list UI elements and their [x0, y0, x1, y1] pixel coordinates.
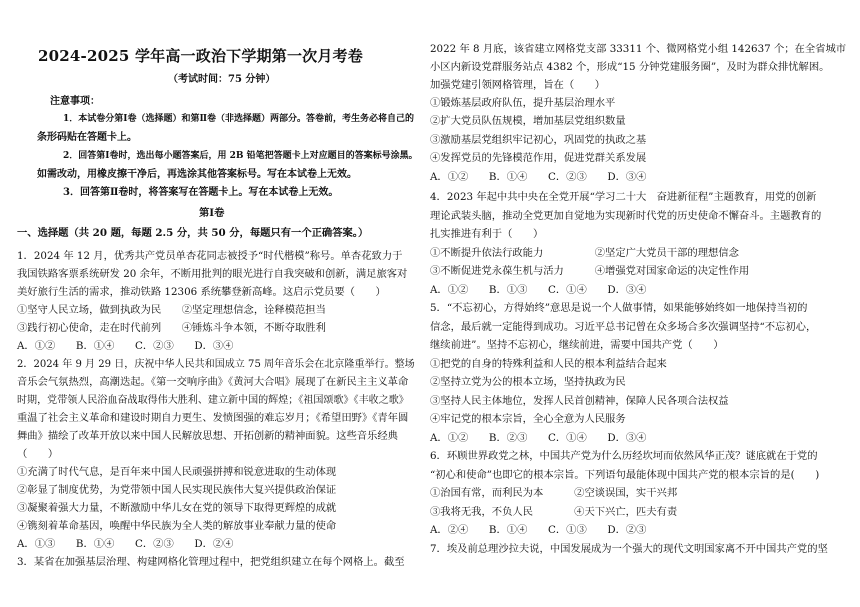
- note-1b: 条形码贴在答题卡上。: [37, 132, 137, 143]
- q4-answers: A．①② B．①③ C．①④ D．③④: [430, 284, 647, 296]
- q3-option-1: ①锻炼基层政府队伍，提升基层治理水平: [430, 97, 616, 109]
- note-3: 3．回答第Ⅱ卷时，将答案写在答题卡上。写在本试卷上无效。: [63, 187, 339, 198]
- q3-line4: 加强党建引领网格管理，旨在（ ）: [430, 79, 606, 91]
- q4-line3: 扎实推进有利于（ ）: [430, 228, 544, 240]
- q3-answers: A．①② B．①④ C．②③ D．③④: [430, 171, 647, 183]
- q5-line1: 5．“不忘初心，方得始终”意思是说一个人做事情，如果能够始终如一地保持当初的: [430, 302, 808, 314]
- q2-line5: 舞曲》描绘了改革开放以来中国人民解放思想、开拓创新的精神面貌。这些音乐经典: [17, 430, 398, 442]
- q5-line2: 信念，最后就一定能得到成功。习近平总书记曾在众多场合多次强调坚持“不忘初心，: [430, 321, 817, 333]
- q2-option-4: ④镌刻着革命基因，唤醒中华民族为全人类的解放事业奉献力量的使命: [17, 520, 337, 532]
- page-title: 2024-2025 学年高一政治下学期第一次月考卷: [38, 47, 363, 65]
- q1-line3: 美好旅行生活的需求，推动铁路 12306 系统攀登新高峰。这启示党员要（ ）: [17, 286, 386, 298]
- q7-line1: 7．埃及前总理沙拉夫说，中国发展成为一个强大的现代文明国家离不开中国共产党的坚: [430, 543, 828, 555]
- q4-option-2: ③不断促进党永葆生机与活力 ④增强党对国家命运的决定性作用: [430, 265, 750, 277]
- q2-line1: 2．2024 年 9 月 29 日，庆祝中华人民共和国成立 75 周年音乐会在北京隆重举行。整场: [17, 359, 415, 370]
- q5-option-4: ④牢记党的根本宗旨，全心全意为人民服务: [430, 413, 626, 425]
- q2-option-3: ③凝聚着强大力量，不断激励中华儿女在党的领导下取得更辉煌的成就: [17, 502, 337, 514]
- note-2b: 如需改动，用橡皮擦干净后，再选涂其他答案标号。写在本试卷上无效。: [37, 169, 357, 180]
- q1-line2: 我国铁路客票系统研发 20 余年，不断用批判的眼光进行自我突破和创新，满足旅客对: [17, 268, 408, 280]
- q5-option-2: ②坚持立党为公的根本立场，坚持执政为民: [430, 376, 626, 388]
- q3-line1: 3．某省在加强基层治理、构建网格化管理过程中，把党组织建立在每个网格上。截至: [17, 556, 405, 568]
- q2-option-2: ②彰显了制度优势，为党带领中国人民实现民族伟大复兴提供政治保证: [17, 484, 337, 496]
- q4-line1: 4．2023 年起中共中央在全党开展“学习二十大 奋进新征程”主题教育，用党的创新: [430, 191, 817, 203]
- q6-line1: 6．环顾世界政党之林，中国共产党为什么历经坎坷而依然风华正茂？谜底就在于党的: [430, 450, 818, 462]
- q1-option-1: ①坚守人民立场，做到执政为民 ②坚定理想信念，诠释模范担当: [17, 304, 326, 316]
- exam-time: （考试时间：75 分钟）: [168, 74, 276, 85]
- section-heading: 一、选择题（共 20 题，每题 2.5 分，共 50 分，每题只有一个正确答案。）: [17, 227, 369, 239]
- q6-answers: A．②④ B．①④ C．①③ D．②③: [430, 524, 647, 536]
- note-2a: 2．回答第Ⅰ卷时，选出每小题答案后，用 2B 铅笔把答题卡上对应题目的答案标号涂黑。: [63, 151, 418, 161]
- q4-line2: 理论武装头脑，推动全党更加自觉地为实现新时代党的历史使命不懈奋斗。主题教育的: [430, 210, 822, 222]
- q4-option-1: ①不断提升依法行政能力 ②坚定广大党员干部的理想信念: [430, 247, 739, 259]
- q2-line3: 时期，党带领人民浴血奋战取得伟大胜利、建立新中国的辉煌；《祖国颂歌》《丰收之歌》: [17, 395, 409, 406]
- q6-option-1: ①治国有常，而利民为本 ②空谈误国，实干兴邦: [430, 487, 678, 499]
- q5-option-3: ③坚持人民主体地位，发挥人民首创精神，保障人民各项合法权益: [430, 395, 729, 407]
- part-heading: 第Ⅰ卷: [199, 207, 225, 219]
- q1-option-2: ③践行初心使命，走在时代前列 ④锤炼斗争本领，不断夺取胜利: [17, 322, 326, 334]
- q2-answers: A．①③ B．①④ C．②③ D．②④: [17, 538, 234, 550]
- q5-answers: A．①② B．②③ C．①④ D．③④: [430, 432, 647, 444]
- q6-option-2: ③我将无我，不负人民 ④天下兴亡，匹夫有责: [430, 506, 678, 518]
- q3-option-4: ④发挥党员的先锋模范作用，促进党群关系发展: [430, 152, 647, 164]
- q2-line2: 音乐会气氛热烈，高潮迭起。《第一交响序曲》《黄河大合唱》展现了在新民主主义革命: [17, 376, 409, 388]
- notes-heading: 注意事项：: [50, 96, 100, 107]
- q2-option-1: ①充满了时代气息，是百年来中国人民顽强拼搏和锐意进取的生动体现: [17, 466, 337, 478]
- q6-line2: “初心和使命”也即它的根本宗旨。下列语句最能体现中国共产党的根本宗旨的是( ): [430, 469, 820, 481]
- q5-option-1: ①把党的自身的特殊利益和人民的根本利益结合起来: [430, 358, 667, 370]
- q2-line6: （ ）: [17, 448, 59, 460]
- q5-line3: 继续前进”。坚持不忘初心，继续前进，需要中国共产党（ ）: [430, 339, 724, 351]
- q3-option-2: ②扩大党员队伍规模，增加基层党组织数量: [430, 115, 626, 127]
- q3-line3: 小区内新设党群服务站点 4382 个，形成“15 分钟党建服务圈”，及时为群众排忧解困。: [430, 61, 830, 73]
- q2-line4: 重温了社会主义革命和建设时期自力更生、发愤图强的难忘岁月；《希望田野》《青年圆: [17, 412, 409, 424]
- q1-answers: A．①② B．①④ C．②③ D．③④: [17, 340, 234, 352]
- q3-line2: 2022 年 8 月底，该省建立网格党支部 33311 个、微网格党小组 142637 个；在全省城市: [430, 43, 847, 55]
- q1-line1: 1．2024 年 12 月，优秀共产党员单杏花同志被授予“时代楷模”称号。单杏花致力于: [17, 250, 403, 262]
- q3-option-3: ③激励基层党组织牢记初心，巩固党的执政之基: [430, 134, 647, 146]
- note-1a: 1．本试卷分第Ⅰ卷（选择题）和第Ⅱ卷（非选择题）两部分。答卷前，考生务必将自己的: [63, 114, 415, 124]
